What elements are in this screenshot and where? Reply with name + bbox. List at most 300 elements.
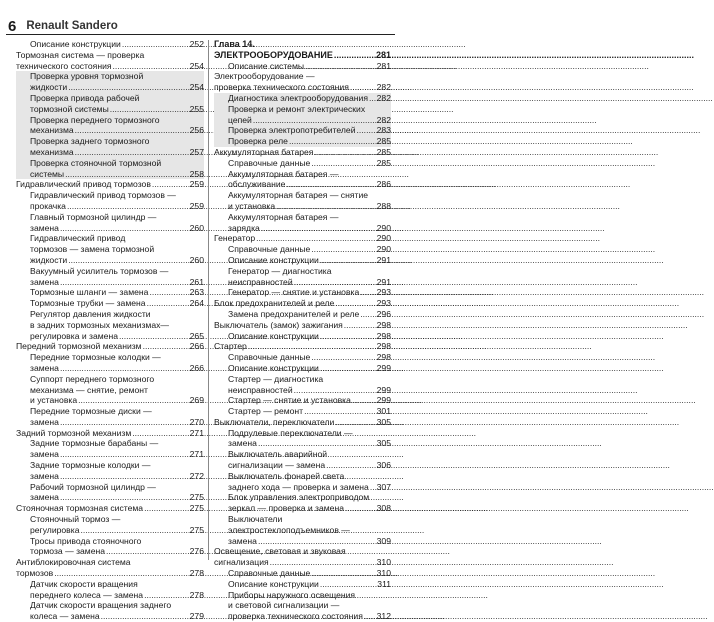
toc-entry-line (30, 201, 204, 212)
toc-page-number: 298 (376, 319, 391, 330)
toc-entry (16, 309, 204, 341)
toc-entry (16, 298, 204, 309)
toc-entry-text: замена (228, 438, 257, 449)
toc-page-number: 282 (376, 82, 391, 93)
toc-entry (16, 482, 204, 504)
leader-dots (60, 277, 189, 288)
toc-entry-text: Электрооборудование — (214, 71, 315, 82)
leader-dots (122, 39, 189, 50)
toc-entry-text: регулировка (30, 524, 80, 535)
toc-page-number: 312 (376, 611, 391, 622)
toc-entry-text: Замена предохранителей и реле (228, 308, 360, 319)
chapter-title-line (214, 50, 391, 61)
toc-entry-line (228, 255, 391, 266)
toc-entry (214, 244, 391, 255)
toc-entry-text: Стартер — снятие и установка (228, 395, 351, 406)
toc-entry-text: проверка технического состояния (228, 611, 363, 622)
toc-entry-text: регулировка и замена (30, 330, 118, 341)
toc-entry-text: Проверка заднего тормозного (30, 136, 150, 147)
toc-entry-text: тормоза — замена (30, 546, 106, 557)
toc-entry-line (16, 179, 204, 190)
toc-entry-text: Тормозная система — проверка (16, 49, 145, 60)
toc-page-number: 255 (189, 103, 204, 114)
toc-entry-line (16, 341, 204, 352)
toc-entry-line (228, 579, 391, 590)
toc-entry-line (30, 525, 204, 536)
toc-page-number: 282 (376, 92, 391, 103)
leader-dots (311, 568, 375, 579)
toc-entry-line (228, 244, 391, 255)
toc-entry-text: Рабочий тормозной цилиндр — (30, 481, 156, 492)
toc-entry (16, 39, 204, 50)
toc-page-number: 264 (189, 298, 204, 309)
leader-dots (360, 287, 375, 298)
toc-entry-text: Описание конструкции (228, 330, 319, 341)
toc-entry-text: Выключатели (228, 514, 283, 525)
toc-page-number: 266 (189, 362, 204, 373)
toc-page-number: 254 (189, 82, 204, 93)
toc-entry-line (30, 590, 204, 601)
toc-entry (214, 212, 391, 234)
book-title: Renault Sandero (26, 20, 118, 32)
toc-entry-text: Суппорт переднего тормозного (30, 373, 155, 384)
toc-entry-text: неисправностей (228, 384, 293, 395)
toc-entry (214, 492, 391, 514)
toc-entry-text: Справочные данные (228, 352, 311, 363)
toc-page-number: 270 (189, 416, 204, 427)
leader-dots (132, 428, 188, 439)
toc-page-number: 271 (189, 427, 204, 438)
leader-dots (60, 471, 189, 482)
leader-dots (294, 277, 376, 288)
toc-entry (214, 158, 391, 169)
toc-page-number: 260 (189, 254, 204, 265)
leader-dots (335, 417, 375, 428)
toc-entry (214, 320, 391, 331)
toc-page-number: 291 (376, 254, 391, 265)
toc-entry (16, 71, 204, 93)
toc-entry-line (30, 125, 204, 136)
leader-dots (320, 363, 376, 374)
toc-entry-line (228, 115, 391, 126)
toc-entry-text: замена (228, 535, 257, 546)
toc-entry-text: Стартер — диагностика (228, 373, 324, 384)
toc-page-number: 285 (376, 146, 391, 157)
leader-dots (311, 244, 375, 255)
toc-entry-line (16, 428, 204, 439)
toc-page-number: 290 (376, 222, 391, 233)
toc-entry-text: Проверка реле (228, 136, 288, 147)
toc-page-number: 256 (189, 125, 204, 136)
toc-entry-line (228, 536, 391, 547)
toc-page-number: 269 (189, 395, 204, 406)
leader-dots (60, 223, 189, 234)
leader-dots (305, 61, 376, 72)
toc-page-number: 275 (189, 524, 204, 535)
toc-entry-text: Задние тормозные барабаны — (30, 438, 159, 449)
toc-page-number: 275 (189, 503, 204, 514)
toc-entry-line (30, 39, 204, 50)
toc-entry-line (30, 395, 204, 406)
leader-dots (320, 255, 376, 266)
toc-entry-text: Тросы привода стояночного (30, 535, 142, 546)
toc-page-number: 309 (376, 535, 391, 546)
leader-dots (258, 438, 376, 449)
toc-entry-text: Описание конструкции (228, 254, 319, 265)
toc-entry (16, 50, 204, 72)
toc-entry-line (214, 233, 391, 244)
toc-entry-text: зеркал — проверка и замена (228, 503, 344, 514)
toc-right-entries (214, 61, 391, 622)
toc-entry-line (228, 158, 391, 169)
leader-dots (60, 492, 189, 503)
leader-dots (75, 125, 189, 136)
toc-entry (214, 169, 391, 191)
chapter-number: Глава 14. (214, 39, 255, 49)
leader-dots (144, 590, 189, 601)
leader-dots (352, 395, 376, 406)
toc-entry-line (228, 406, 391, 417)
leader-dots (143, 341, 189, 352)
toc-entry (214, 471, 391, 493)
leader-dots (113, 61, 189, 72)
toc-entry-text: Датчик скорости вращения (30, 578, 138, 589)
toc-entry-line (30, 449, 204, 460)
toc-entry-text: тормозов — замена тормозной (30, 244, 155, 255)
toc-entry-text: Передние тормозные диски — (30, 406, 152, 417)
toc-page-number: 285 (376, 157, 391, 168)
toc-entry-line (30, 611, 204, 622)
toc-page-number: 310 (376, 557, 391, 568)
toc-page-number: 265 (189, 330, 204, 341)
leader-dots (320, 579, 376, 590)
toc-entry-text: переднего колеса — замена (30, 589, 144, 600)
toc-entry-line (214, 147, 391, 158)
toc-entry-text: Гидравлический привод тормозов (16, 179, 151, 190)
toc-entry (214, 147, 391, 158)
chapter-page-number: 281 (375, 49, 391, 60)
leader-dots (345, 503, 376, 514)
toc-page-number: 299 (376, 395, 391, 406)
leader-dots (311, 158, 375, 169)
toc-entry (214, 287, 391, 298)
toc-page-number: 305 (376, 438, 391, 449)
toc-page-number: 298 (376, 341, 391, 352)
toc-entry-text: зарядка (228, 222, 260, 233)
toc-entry (16, 557, 204, 579)
toc-entry-text: Передний тормозной механизм (16, 341, 142, 352)
toc-entry-text: Справочные данные (228, 244, 311, 255)
leader-dots (344, 320, 376, 331)
toc-entry-text: механизма (30, 146, 74, 157)
toc-entry-line (228, 385, 391, 396)
toc-entry-line (228, 136, 391, 147)
toc-entry-text: Задний тормозной механизм (16, 427, 132, 438)
toc-entry (16, 460, 204, 482)
toc-entry (16, 428, 204, 439)
toc-entry-text: Вакуумный усилитель тормозов — (30, 265, 169, 276)
leader-dots (357, 125, 376, 136)
toc-page-number: 291 (376, 276, 391, 287)
leader-dots (67, 201, 189, 212)
toc-entry-text: технического состояния (16, 60, 112, 71)
toc-entry (16, 579, 204, 601)
toc-entry-line (228, 201, 391, 212)
toc-entry-text: Тормозные шланги — замена (30, 287, 149, 298)
toc-entry-text: проверка технического состояния (214, 82, 349, 93)
toc-entry-line (30, 546, 204, 557)
toc-entry-line (30, 169, 204, 180)
toc-entry (214, 352, 391, 363)
toc-entry (16, 374, 204, 406)
toc-entry-text: колеса — замена (30, 611, 100, 622)
leader-dots (152, 179, 189, 190)
toc-entry (214, 449, 391, 471)
toc-entry-text: тормозов (16, 568, 54, 579)
toc-entry-text: Задние тормозные колодки — (30, 460, 151, 471)
toc-entry-text: Выключатель (замок) зажигания (214, 319, 343, 330)
toc-entry (214, 428, 391, 450)
leader-dots (369, 93, 376, 104)
toc-entry-text: сигнализация (214, 557, 269, 568)
toc-entry-text: Проверка и ремонт электрических (228, 103, 366, 114)
toc-entry-line (228, 125, 391, 136)
leader-dots (101, 611, 189, 622)
toc-entry-text: Стояночная тормозная система (16, 503, 144, 514)
toc-entry-text: Проверка электропотребителей (228, 125, 356, 136)
toc-entry-text: Проверка переднего тормозного (30, 114, 160, 125)
toc-entry-text: замена (30, 470, 59, 481)
toc-entry (214, 546, 391, 568)
toc-entry-line (228, 460, 391, 471)
toc-entry (214, 136, 391, 147)
toc-page-number: 290 (376, 233, 391, 244)
toc-page-number: 290 (376, 244, 391, 255)
toc-entry (214, 190, 391, 212)
toc-page-number: 279 (189, 611, 204, 622)
toc-entry-line (228, 611, 391, 622)
toc-page-number: 282 (376, 114, 391, 125)
toc-page-number: 272 (189, 470, 204, 481)
toc-entry-text: электростеклоподъемников — (228, 524, 350, 535)
toc-entry-text: Главный тормозной цилиндр — (30, 211, 157, 222)
toc-entry-line (228, 277, 391, 288)
toc-entry-text: Выключатель фонарей света (228, 470, 345, 481)
toc-entry-line (30, 223, 204, 234)
toc-page-number: 310 (376, 568, 391, 579)
leader-dots (75, 147, 189, 158)
leader-dots (304, 406, 376, 417)
toc-page-number: 299 (376, 384, 391, 395)
toc-page-number: 306 (376, 460, 391, 471)
page-number: 6 (8, 17, 17, 35)
chapter-heading (214, 39, 391, 61)
toc-entry (16, 600, 204, 622)
toc-entry-line (214, 320, 391, 331)
toc-entry-text: тормозной системы (30, 103, 109, 114)
toc-entry-text: жидкости (30, 254, 68, 265)
toc-entry-line (30, 287, 204, 298)
toc-page-number: 296 (376, 308, 391, 319)
toc-entry-text: Аккумуляторная батарея (214, 146, 314, 157)
toc-entry (16, 287, 204, 298)
leader-dots (286, 179, 375, 190)
toc-entry-text: Справочные данные (228, 568, 311, 579)
toc-entry-line (30, 298, 204, 309)
toc-entry-line (228, 363, 391, 374)
toc-entry-line (228, 223, 391, 234)
leader-dots (253, 115, 376, 126)
toc-entry-text: Передние тормозные колодки — (30, 352, 161, 363)
toc-left-column (16, 39, 204, 622)
toc-entry-line (228, 438, 391, 449)
column-divider (208, 40, 209, 560)
toc-entry-line (30, 331, 204, 342)
leader-dots (60, 417, 189, 428)
toc-entry-text: цепей (228, 114, 252, 125)
toc-page-number: 259 (189, 200, 204, 211)
toc-entry-text: Приборы наружного освещения (228, 589, 356, 600)
toc-entry-text: Аккумуляторная батарея — (228, 211, 339, 222)
leader-dots (314, 147, 375, 158)
toc-entry-line (228, 568, 391, 579)
toc-entry-text: Проверка стояночной тормозной (30, 157, 162, 168)
toc-entry-line (228, 395, 391, 406)
toc-entry-line (228, 309, 391, 320)
leader-dots (256, 233, 376, 244)
toc-right-column (214, 39, 391, 622)
toc-entry-text: и установка (30, 395, 78, 406)
toc-entry (16, 179, 204, 190)
toc-entry-text: сигнализации — замена (228, 460, 326, 471)
toc-entry-text: замена (30, 416, 59, 427)
toc-entry (16, 136, 204, 158)
toc-entry-line (228, 331, 391, 342)
toc-entry-text: Описание конструкции (30, 39, 121, 49)
toc-entry-line (228, 287, 391, 298)
toc-page-number: 266 (189, 341, 204, 352)
toc-page-number: 278 (189, 589, 204, 600)
toc-page-number: 307 (376, 481, 391, 492)
toc-page-number: 254 (189, 60, 204, 71)
toc-entry-text: Тормозные трубки — замена (30, 298, 146, 309)
toc-entry-line (228, 503, 391, 514)
leader-dots (110, 104, 189, 115)
toc-page-number: 263 (189, 287, 204, 298)
leader-dots (261, 223, 376, 234)
toc-entry (16, 266, 204, 288)
toc-entry-text: Освещение, световая и звуковая (214, 546, 346, 557)
toc-entry (214, 233, 391, 244)
leader-dots (60, 363, 189, 374)
toc-entry-text: и установка (228, 200, 276, 211)
toc-entry-text: Проверка уровня тормозной (30, 71, 144, 82)
toc-entry-line (228, 179, 391, 190)
leader-dots (147, 298, 189, 309)
toc-entry (214, 590, 391, 622)
toc-entry (16, 503, 204, 514)
toc-page-number: 281 (376, 60, 391, 71)
toc-entry-text: прокачка (30, 200, 66, 211)
toc-entry (214, 266, 391, 288)
toc-entry-line (214, 298, 391, 309)
toc-page-number: 257 (189, 146, 204, 157)
toc-page-number: 276 (189, 546, 204, 557)
toc-entry (214, 417, 391, 428)
leader-dots (364, 611, 376, 622)
toc-entry-text: замена (30, 362, 59, 373)
toc-entry-text: замена (30, 449, 59, 460)
toc-entry-text: Стартер (214, 341, 247, 352)
toc-entry (214, 298, 391, 309)
toc-entry (214, 363, 391, 374)
toc-entry-line (214, 417, 391, 428)
toc-entry-text: Гидравлический привод (30, 233, 126, 244)
toc-page-number: 298 (376, 352, 391, 363)
toc-entry-text: Выключатель аварийной (228, 449, 328, 460)
leader-dots (350, 82, 376, 93)
toc-page-number: 298 (376, 330, 391, 341)
toc-entry (16, 406, 204, 428)
toc-entry (16, 233, 204, 265)
toc-entry-text: Описание конструкции (228, 578, 319, 589)
toc-page-number: 286 (376, 179, 391, 190)
toc-entry-text: замена (30, 492, 59, 503)
toc-entry-text: Описание системы (228, 60, 305, 71)
toc-entry-text: замена (30, 276, 59, 287)
toc-entry-text: заднего хода — проверка и замена (228, 481, 369, 492)
toc-entry-line (30, 471, 204, 482)
header-rule (6, 34, 395, 35)
toc-entry (214, 71, 391, 93)
toc-entry (16, 115, 204, 137)
chapter-title: ЭЛЕКТРООБОРУДОВАНИЕ (214, 49, 333, 60)
toc-entry (214, 341, 391, 352)
toc-entry-line (214, 82, 391, 93)
toc-entry-line (228, 482, 391, 493)
toc-entry-line (30, 492, 204, 503)
toc-entry-text: системы (30, 168, 65, 179)
leader-dots (119, 331, 189, 342)
toc-entry (214, 309, 391, 320)
leader-dots (68, 255, 188, 266)
toc-entry-text: Аккумуляторная батарея — снятие (228, 190, 369, 201)
leader-dots (294, 385, 376, 396)
toc-entry-text: Блок управления электроприводом (228, 492, 370, 503)
toc-entry-text: замена (30, 222, 59, 233)
toc-entry (16, 514, 204, 536)
toc-entry-text: Стартер — ремонт (228, 406, 304, 417)
toc-entry-line (30, 104, 204, 115)
toc-page-number: 305 (376, 416, 391, 427)
toc-entry-line (30, 363, 204, 374)
toc-page-number: 293 (376, 287, 391, 298)
toc-entry (16, 341, 204, 352)
toc-entry-text: механизма (30, 125, 74, 136)
toc-entry-line (30, 277, 204, 288)
toc-page-number: 285 (376, 136, 391, 147)
toc-page-number: 301 (376, 406, 391, 417)
leader-dots (80, 525, 188, 536)
leader-dots (360, 309, 375, 320)
toc-entry-text: Подрулевые переключатели — (228, 427, 353, 438)
toc-entry-line (214, 341, 391, 352)
toc-entry-line (16, 503, 204, 514)
leader-dots (54, 568, 188, 579)
toc-page-number: 293 (376, 298, 391, 309)
leader-dots (106, 546, 189, 557)
toc-entry-text: Блок предохранителей и реле (214, 298, 335, 309)
